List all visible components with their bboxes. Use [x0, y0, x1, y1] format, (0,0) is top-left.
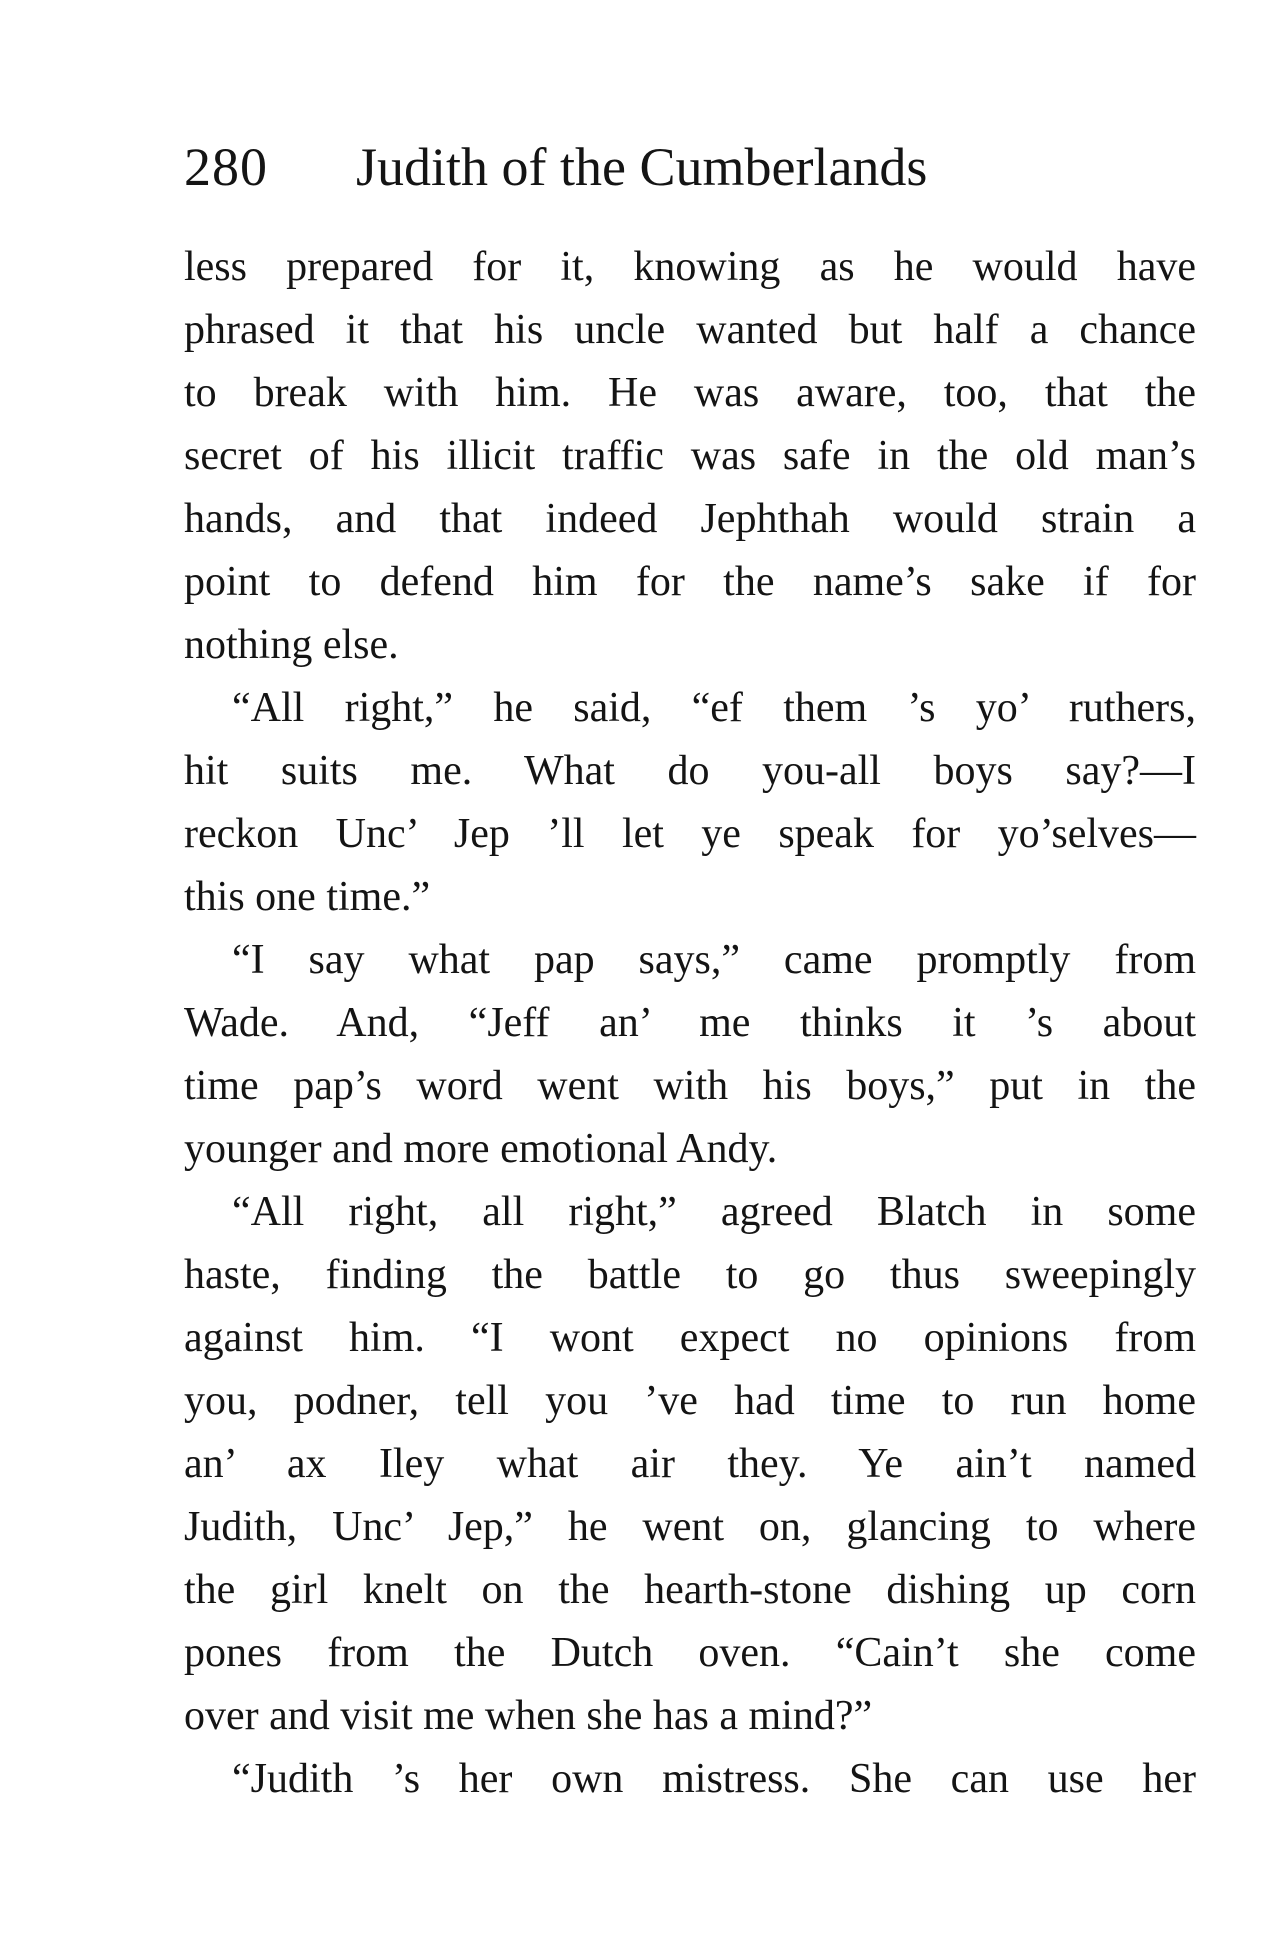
text-line: “I say what pap says,” came promptly from: [232, 937, 1196, 983]
text-line: less prepared for it, knowing as he would have: [184, 244, 1196, 290]
text-line: “Judith ’s her own mistress. She can use her: [232, 1756, 1196, 1802]
text-line: pones from the Dutch oven. “Cain’t she come: [184, 1630, 1196, 1676]
text-line: secret of his illicit traffic was safe in the old man’s: [184, 433, 1196, 479]
text-line: to break with him. He was aware, too, that the: [184, 370, 1196, 416]
text-line: “All right, all right,” agreed Blatch in some: [232, 1189, 1196, 1235]
text-line: hit suits me. What do you-all boys say?—I: [184, 748, 1196, 794]
text-line: an’ ax Iley what air they. Ye ain’t named: [184, 1441, 1196, 1487]
text-line: time pap’s word went with his boys,” put in the: [184, 1063, 1196, 1109]
text-line: nothing else.: [184, 622, 399, 668]
text-line: Wade. And, “Jeff an’ me thinks it ’s about: [184, 1000, 1196, 1046]
text-line: “All right,” he said, “ef them ’s yo’ ruthers,: [232, 685, 1196, 731]
text-line: against him. “I wont expect no opinions from: [184, 1315, 1196, 1361]
text-line: this one time.”: [184, 874, 431, 920]
book-title: Judith of the Cumberlands: [356, 137, 928, 197]
text-line: you, podner, tell you ’ve had time to run home: [184, 1378, 1196, 1424]
body-text: [184, 236, 1196, 1811]
page-number: 280: [184, 137, 268, 197]
text-line: phrased it that his uncle wanted but half a chance: [184, 307, 1196, 353]
text-line: reckon Unc’ Jep ’ll let ye speak for yo’selves—: [184, 811, 1196, 857]
text-line: haste, finding the battle to go thus sweepingly: [184, 1252, 1196, 1298]
text-line: younger and more emotional Andy.: [184, 1126, 778, 1172]
text-line: hands, and that indeed Jephthah would strain a: [184, 496, 1196, 542]
text-line: the girl knelt on the hearth-stone dishing up corn: [184, 1567, 1196, 1613]
running-head: [184, 132, 1194, 202]
text-line: Judith, Unc’ Jep,” he went on, glancing to where: [184, 1504, 1196, 1550]
text-line: over and visit me when she has a mind?”: [184, 1693, 873, 1739]
text-line: point to defend him for the name’s sake if for: [184, 559, 1196, 605]
